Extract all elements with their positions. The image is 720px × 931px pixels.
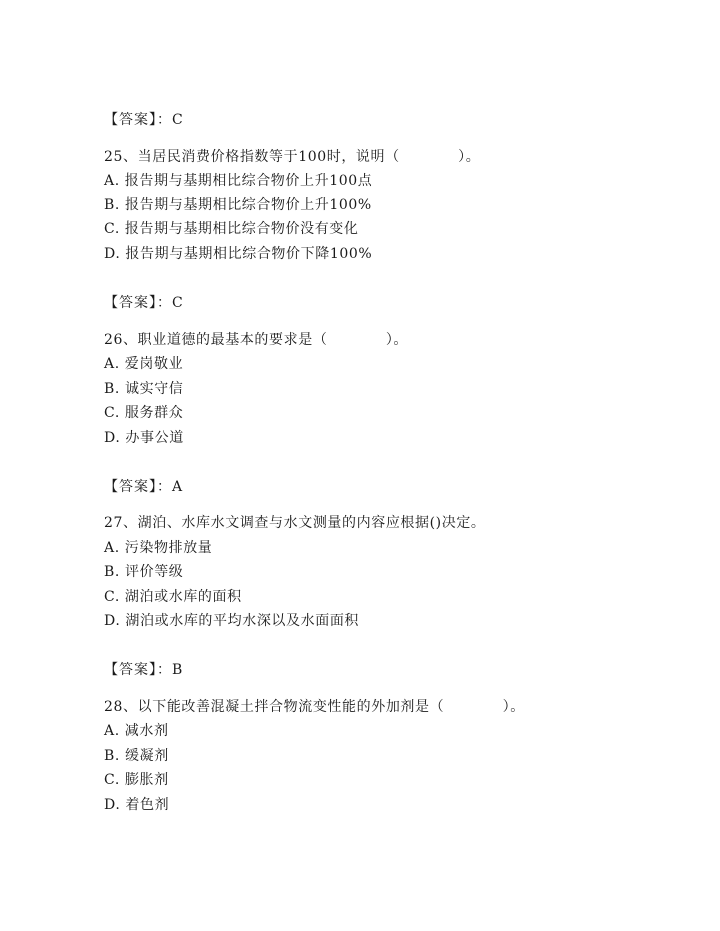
answer-27: 【答案】：B [104, 662, 184, 678]
question-28: 28、以下能改善混凝土拌合物流变性能的外加剂是（ ）。 [104, 699, 525, 715]
option-25-a: A. 报告期与基期相比综合物价上升100点 [104, 173, 373, 189]
option-28-c: C. 膨胀剂 [104, 772, 169, 788]
answer-25: 【答案】：C [104, 295, 184, 311]
option-27-c: C. 湖泊或水库的面积 [104, 589, 242, 605]
question-27: 27、湖泊、水库水文调查与水文测量的内容应根据()决定。 [104, 515, 486, 531]
option-26-d: D. 办事公道 [104, 430, 184, 446]
option-27-d: D. 湖泊或水库的平均水深以及水面面积 [104, 613, 360, 629]
answer-26: 【答案】：A [104, 479, 184, 495]
option-27-b: B. 评价等级 [104, 564, 184, 580]
question-26: 26、职业道德的最基本的要求是（ ）。 [104, 332, 409, 348]
option-25-b: B. 报告期与基期相比综合物价上升100% [104, 197, 372, 213]
option-26-b: B. 诚实守信 [104, 381, 184, 397]
option-27-a: A. 污染物排放量 [104, 540, 213, 556]
option-28-a: A. 减水剂 [104, 723, 169, 739]
answer-24: 【答案】：C [104, 112, 184, 128]
option-28-b: B. 缓凝剂 [104, 748, 169, 764]
option-26-a: A. 爱岗敬业 [104, 356, 184, 372]
question-25: 25、当居民消费价格指数等于100时，说明（ ）。 [104, 149, 481, 165]
option-25-c: C. 报告期与基期相比综合物价没有变化 [104, 221, 359, 237]
option-28-d: D. 着色剂 [104, 797, 170, 813]
option-25-d: D. 报告期与基期相比综合物价下降100% [104, 246, 373, 262]
option-26-c: C. 服务群众 [104, 405, 184, 421]
